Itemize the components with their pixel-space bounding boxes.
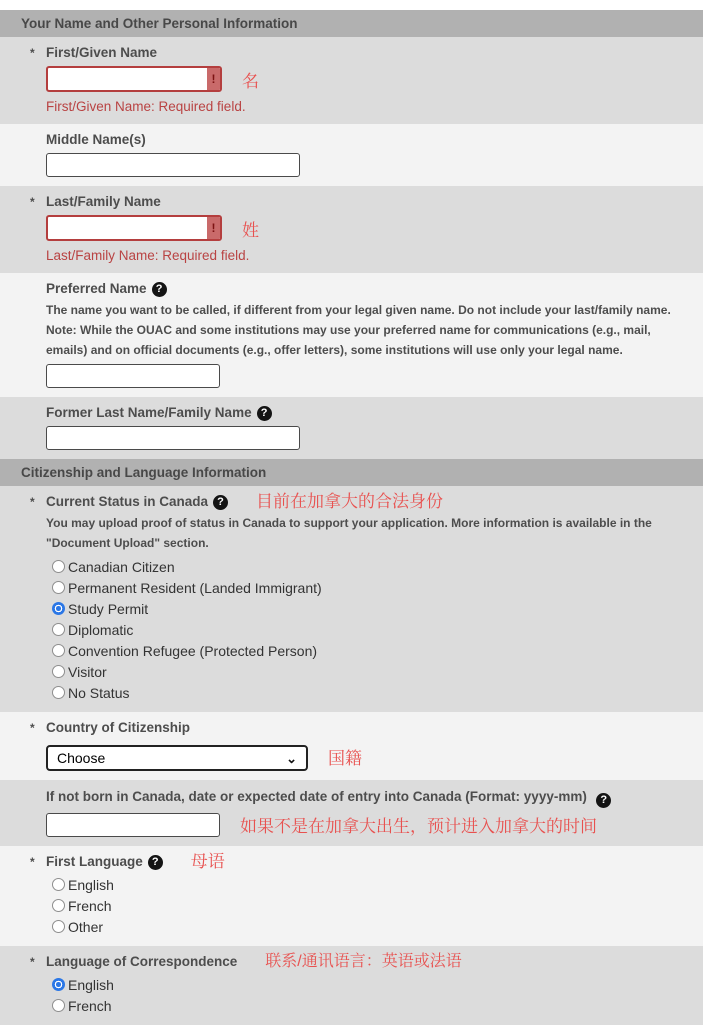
radio-icon[interactable] bbox=[52, 665, 65, 678]
field-row-middle-name bbox=[0, 124, 703, 186]
radio-icon[interactable] bbox=[52, 899, 65, 912]
field-row-first-name bbox=[0, 37, 703, 124]
radio-icon[interactable] bbox=[52, 623, 65, 636]
validation-alert-icon: ! bbox=[207, 68, 220, 90]
required-asterisk: * bbox=[30, 955, 35, 969]
radio-option-other[interactable] bbox=[52, 916, 687, 937]
radio-option-visitor[interactable] bbox=[52, 661, 687, 682]
field-row-former-last-name bbox=[0, 397, 703, 459]
current-status-annotation-zh: 目前在加拿大的合法身份 bbox=[256, 492, 444, 511]
preferred-name-description: The name you want to be called, if different from your legal given name. Do not include your last/family name. Note: While the OUAC and some institutions may use your preferred name for communications (e.g., mail, emails) and on official documents (e.g., offer letters), some institutions will use only your legal name. bbox=[46, 303, 671, 357]
correspondence-language-radio-group bbox=[46, 974, 687, 1016]
radio-option-diplomatic[interactable] bbox=[52, 619, 687, 640]
radio-label: Study Permit bbox=[68, 600, 149, 617]
field-row-country-of-citizenship bbox=[0, 712, 703, 780]
last-name-label: Last/Family Name bbox=[46, 194, 161, 209]
radio-label: Diplomatic bbox=[68, 621, 134, 638]
field-row-last-name bbox=[0, 186, 703, 273]
required-asterisk: * bbox=[30, 855, 35, 869]
first-language-annotation-zh: 母语 bbox=[190, 852, 225, 871]
preferred-name-input[interactable] bbox=[46, 364, 220, 388]
radio-label: Convention Refugee (Protected Person) bbox=[68, 642, 318, 659]
required-asterisk: * bbox=[30, 495, 35, 509]
application-form bbox=[0, 10, 703, 1025]
first-name-input[interactable] bbox=[48, 68, 207, 90]
validation-alert-icon: ! bbox=[207, 217, 220, 239]
field-row-preferred-name bbox=[0, 273, 703, 397]
radio-label: English bbox=[68, 876, 114, 893]
first-name-invalid-box bbox=[46, 66, 222, 92]
current-status-radio-group bbox=[46, 556, 687, 703]
field-row-entry-date bbox=[0, 780, 703, 846]
radio-option-no-status[interactable] bbox=[52, 682, 687, 703]
radio-icon[interactable] bbox=[52, 999, 65, 1012]
select-value: Choose bbox=[57, 750, 106, 766]
first-language-label: First Language bbox=[46, 854, 143, 869]
former-last-name-input[interactable] bbox=[46, 426, 300, 450]
preferred-name-label: Preferred Name bbox=[46, 281, 147, 296]
radio-icon[interactable] bbox=[52, 560, 65, 573]
radio-icon[interactable] bbox=[52, 644, 65, 657]
chevron-down-icon: ⌄ bbox=[286, 750, 297, 766]
first-name-error: First/Given Name: Required field. bbox=[46, 99, 246, 114]
radio-option-english[interactable] bbox=[52, 974, 687, 995]
radio-option-french[interactable] bbox=[52, 895, 687, 916]
required-asterisk: * bbox=[30, 195, 35, 209]
country-annotation-zh: 国籍 bbox=[328, 748, 362, 768]
radio-label: Permanent Resident (Landed Immigrant) bbox=[68, 579, 322, 596]
radio-option-canadian-citizen[interactable] bbox=[52, 556, 687, 577]
radio-label: English bbox=[68, 976, 114, 993]
radio-icon[interactable] bbox=[52, 581, 65, 594]
radio-icon[interactable] bbox=[52, 878, 65, 891]
country-of-citizenship-label: Country of Citizenship bbox=[46, 720, 190, 735]
last-name-annotation-zh: 姓 bbox=[242, 220, 259, 240]
current-status-label: Current Status in Canada bbox=[46, 494, 209, 509]
help-icon[interactable]: ? bbox=[152, 282, 167, 297]
radio-label: Other bbox=[68, 918, 104, 935]
middle-name-label: Middle Name(s) bbox=[46, 132, 146, 147]
last-name-invalid-box bbox=[46, 215, 222, 241]
help-icon[interactable]: ? bbox=[257, 406, 272, 421]
help-icon[interactable]: ? bbox=[213, 495, 228, 510]
required-asterisk: * bbox=[30, 721, 35, 735]
last-name-error: Last/Family Name: Required field. bbox=[46, 248, 250, 263]
former-last-name-label: Former Last Name/Family Name bbox=[46, 405, 252, 420]
radio-option-english[interactable] bbox=[52, 874, 687, 895]
first-name-annotation-zh: 名 bbox=[242, 71, 259, 91]
field-row-first-language bbox=[0, 846, 703, 946]
correspondence-language-annotation-zh: 联系/通讯语言：英语或法语 bbox=[265, 953, 462, 970]
entry-date-label: If not born in Canada, date or expected date of entry into Canada (Format: yyyy-mm) bbox=[46, 789, 587, 804]
correspondence-language-label: Language of Correspondence bbox=[46, 954, 238, 969]
first-language-radio-group bbox=[46, 874, 687, 937]
middle-name-input[interactable] bbox=[46, 153, 300, 177]
radio-icon-checked[interactable] bbox=[52, 602, 65, 615]
radio-label: No Status bbox=[68, 684, 130, 701]
radio-option-study-permit[interactable] bbox=[52, 598, 687, 619]
radio-label: Visitor bbox=[68, 663, 107, 680]
country-of-citizenship-select[interactable] bbox=[46, 745, 308, 771]
section-header-personal-info: Your Name and Other Personal Information bbox=[0, 10, 703, 37]
entry-date-annotation-zh: 如果不是在加拿大出生，预计进入加拿大的时间 bbox=[240, 817, 597, 836]
current-status-description: You may upload proof of status in Canada to support your application. More information is available in the "Document Upload" section. bbox=[46, 516, 652, 550]
first-name-label: First/Given Name bbox=[46, 45, 158, 60]
radio-label: French bbox=[68, 997, 112, 1014]
radio-option-convention-refugee[interactable] bbox=[52, 640, 687, 661]
field-row-correspondence-language bbox=[0, 946, 703, 1025]
radio-label: Canadian Citizen bbox=[68, 558, 175, 575]
radio-label: French bbox=[68, 897, 112, 914]
field-row-current-status bbox=[0, 486, 703, 712]
radio-icon[interactable] bbox=[52, 686, 65, 699]
help-icon[interactable]: ? bbox=[596, 793, 611, 808]
radio-option-permanent-resident[interactable] bbox=[52, 577, 687, 598]
required-asterisk: * bbox=[30, 46, 35, 60]
radio-option-french[interactable] bbox=[52, 995, 687, 1016]
radio-icon[interactable] bbox=[52, 920, 65, 933]
entry-date-input[interactable] bbox=[46, 813, 220, 837]
last-name-input[interactable] bbox=[48, 217, 207, 239]
section-header-citizenship: Citizenship and Language Information bbox=[0, 459, 703, 486]
help-icon[interactable]: ? bbox=[148, 855, 163, 870]
